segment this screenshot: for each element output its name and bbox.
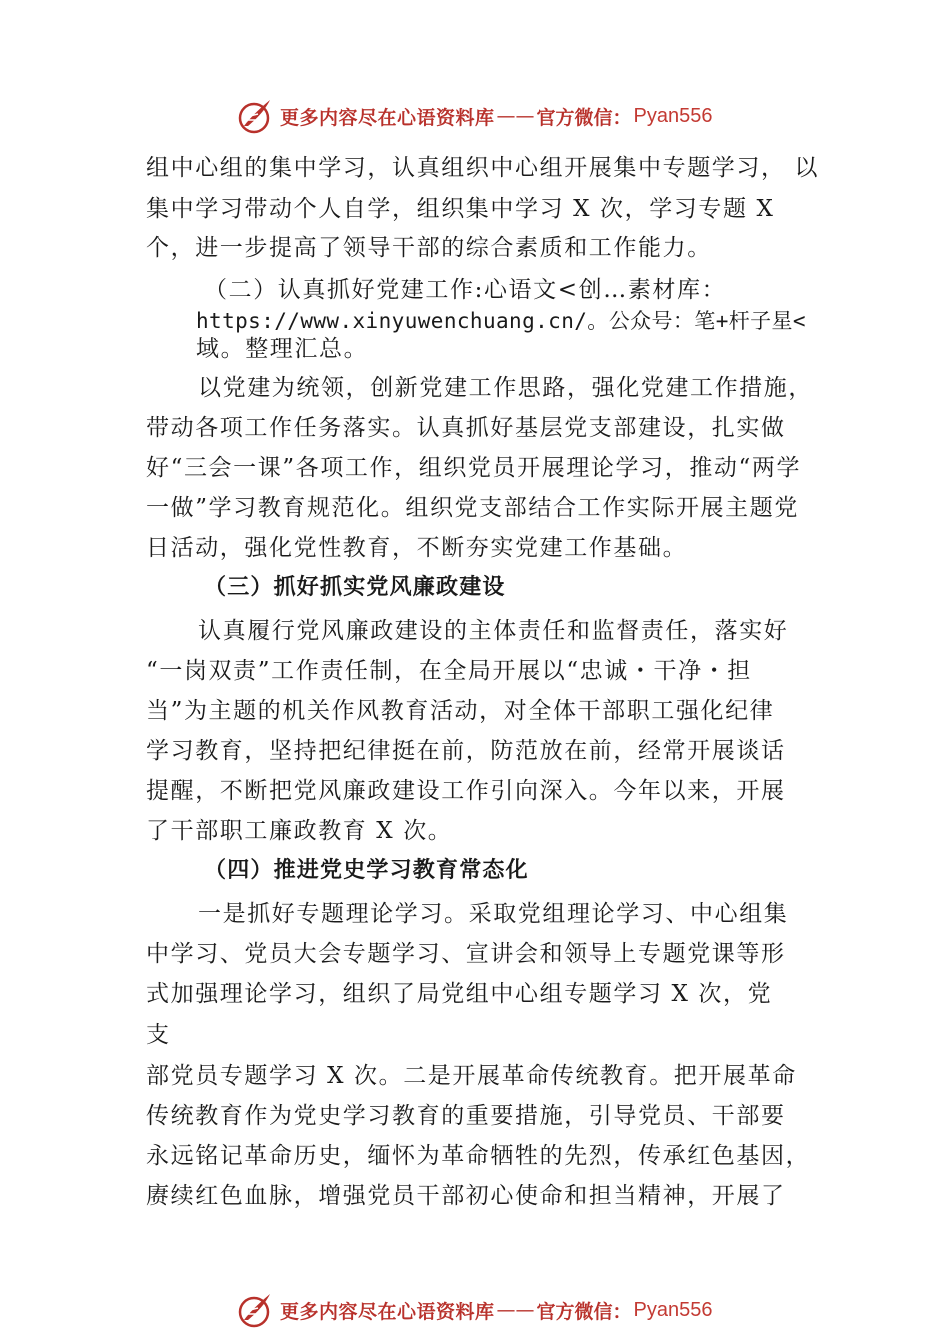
- feather-seal-icon: [236, 1290, 276, 1330]
- text-line: 赓续红色血脉，增强党员干部初心使命和担当精神，开展了: [146, 1183, 786, 1209]
- text-line: 了干部职工廉政教育 X 次。: [146, 818, 453, 844]
- paragraph-start: 一是抓好专题理论学习。采取党组理论学习、中心组集: [198, 901, 789, 927]
- text-line: 支: [146, 1022, 171, 1048]
- text-line: 式加强理论学习，组织了局党组中心组专题学习 X 次，党: [146, 981, 773, 1007]
- text-line: 学习教育，坚持把纪律挺在前，防范放在前，经常开展谈话: [146, 738, 786, 764]
- text-line: 集中学习带动个人自学，组织集中学习 X 次，学习专题 X: [146, 196, 775, 222]
- text-line: 带动各项工作任务落实。认真抓好基层党支部建设，扎实做: [146, 415, 786, 441]
- section-heading-4: （四）推进党史学习教育常态化: [204, 858, 529, 883]
- banner-separator: ——: [496, 1299, 535, 1321]
- text-line: 日活动，强化党性教育，不断夯实党建工作基础。: [146, 535, 688, 561]
- banner-slogan: 更多内容尽在心语资料库: [280, 106, 495, 129]
- banner-separator: ——: [496, 105, 535, 127]
- banner-wechat-label: 官方微信：: [536, 106, 632, 129]
- banner-wechat-id: Pyan556: [633, 104, 713, 127]
- banner-wechat-label: 官方微信：: [536, 1300, 632, 1323]
- text-line: 域。整理汇总。: [196, 336, 369, 362]
- section-heading-2: （二）认真抓好党建工作:心语文<创…素材库：: [204, 277, 727, 303]
- text-line: 组中心组的集中学习，认真组织中心组开展集中专题学习， 以: [146, 155, 820, 181]
- text-line: 永远铭记革命历史，缅怀为革命牺牲的先烈，传承红色基因，: [146, 1143, 811, 1169]
- banner-slogan: 更多内容尽在心语资料库: [280, 1300, 495, 1323]
- header-watermark-banner: [236, 96, 713, 136]
- text-line: 好“三会一课”各项工作，组织党员开展理论学习，推动“两学: [146, 455, 802, 481]
- text-line: 提醒，不断把党风廉政建设工作引向深入。今年以来，开展: [146, 778, 786, 804]
- text-line: 传统教育作为党史学习教育的重要措施，引导党员、干部要: [146, 1103, 786, 1129]
- text-line: 一做”学习教育规范化。组织党支部结合工作实际开展主题党: [146, 495, 799, 521]
- footer-watermark-banner: [236, 1290, 713, 1330]
- paragraph-start: 认真履行党风廉政建设的主体责任和监督责任，落实好: [198, 618, 789, 644]
- feather-seal-icon: [236, 96, 276, 136]
- paragraph-start: 以党建为统领，创新党建工作思路，强化党建工作措施，: [198, 375, 813, 401]
- banner-wechat-id: Pyan556: [633, 1298, 713, 1321]
- section-heading-3: （三）抓好抓实党风廉政建设: [204, 575, 506, 600]
- source-url-line: https://www.xinyuwenchuang.cn/。公众号：笔+杆子星<: [196, 309, 806, 333]
- text-line: 中学习、党员大会专题学习、宣讲会和领导上专题党课等形: [146, 941, 786, 967]
- text-line: 当”为主题的机关作风教育活动，对全体干部职工强化纪律: [146, 698, 775, 724]
- text-line: 个，进一步提高了领导干部的综合素质和工作能力。: [146, 235, 712, 261]
- text-line: “一岗双责”工作责任制，在全局开展以“忠诚・干净・担: [146, 658, 752, 684]
- text-line: 部党员专题学习 X 次。二是开展革命传统教育。把开展革命: [146, 1063, 797, 1089]
